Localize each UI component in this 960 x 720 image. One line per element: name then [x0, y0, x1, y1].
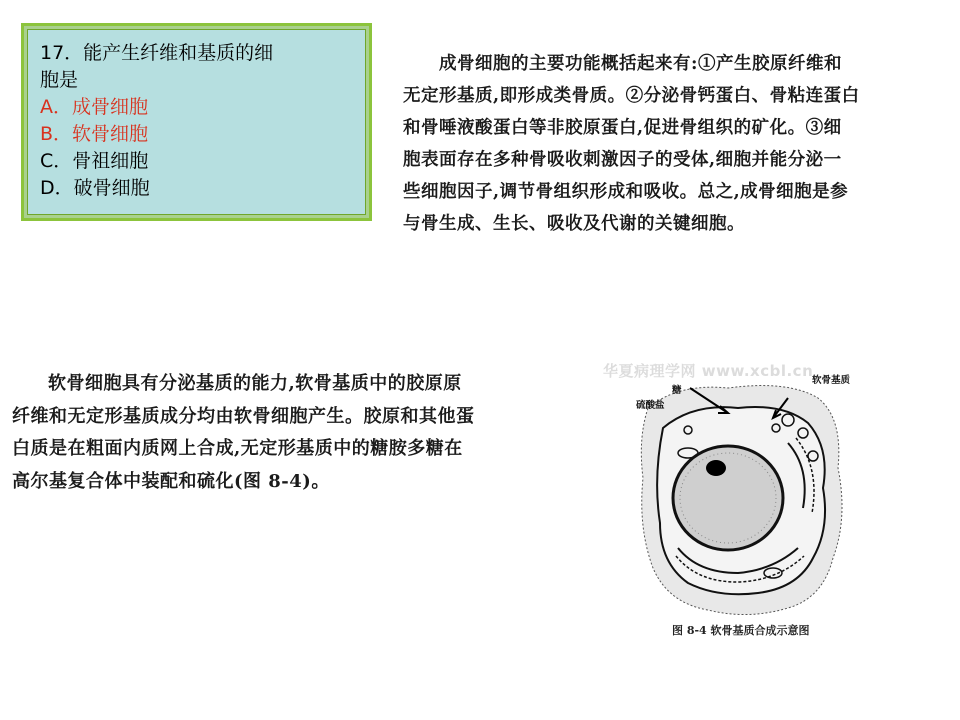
- label-sulfate: 硫酸盐: [636, 400, 665, 411]
- option-a: [40, 94, 353, 121]
- chondrocyte-line-4: 高尔基复合体中装配和硫化(图 8-4)。: [12, 470, 330, 492]
- option-d-label: D．: [40, 177, 74, 199]
- figure-caption: 图 8-4 软骨基质合成示意图: [672, 624, 810, 637]
- osteoblast-line-5: 些细胞因子,调节骨组织形成和吸收。总之,成骨细胞是参: [403, 182, 849, 202]
- question-panel: [27, 29, 366, 215]
- chondrocyte-textbook-excerpt: [12, 368, 564, 498]
- osteoblast-line-6: 与骨生成、生长、吸收及代谢的关键细胞。: [403, 214, 745, 234]
- osteoblast-line-3: 和骨唾液酸蛋白等非胶原蛋白,促进骨组织的矿化。③细: [403, 118, 842, 138]
- option-a-text: 成骨细胞: [72, 96, 149, 118]
- question-stem-line2: 胞是: [40, 69, 79, 91]
- option-d-text: 破骨细胞: [73, 177, 150, 199]
- option-b: [40, 121, 353, 148]
- chondrocyte-line-1: 软骨细胞具有分泌基质的能力,软骨基质中的胶原原: [48, 373, 462, 394]
- watermark: 华夏病理学网 www.xcbl.cn: [603, 362, 814, 380]
- question-box: [21, 23, 372, 221]
- nucleus: [673, 446, 783, 550]
- osteoblast-line-4: 胞表面存在多种骨吸收刺激因子的受体,细胞并能分泌一: [403, 150, 842, 170]
- label-matrix: 软骨基质: [812, 375, 851, 386]
- osteoblast-line-1: 成骨细胞的主要功能概括起来有:①产生胶原纤维和: [439, 54, 842, 74]
- chondrocyte-line-3: 白质是在粗面内质网上合成,无定形基质中的糖胺多糖在: [12, 438, 463, 459]
- osteoblast-line-2: 无定形基质,即形成类骨质。②分泌骨钙蛋白、骨粘连蛋白: [403, 86, 860, 106]
- osteoblast-textbook-excerpt: [403, 48, 918, 240]
- option-c-text: 骨祖细胞: [72, 150, 149, 172]
- option-a-label: A．: [40, 96, 72, 118]
- label-sugar: 糖: [672, 385, 682, 396]
- option-d: [40, 175, 353, 202]
- option-b-label: B．: [40, 123, 73, 145]
- option-b-text: 软骨细胞: [72, 123, 149, 145]
- question-stem-line1: 17．能产生纤维和基质的细: [40, 42, 274, 64]
- option-c-label: C．: [40, 150, 73, 172]
- nucleolus: [706, 460, 726, 476]
- option-c: [40, 148, 353, 175]
- chondrocyte-line-2: 纤维和无定形基质成分均由软骨细胞产生。胶原和其他蛋: [12, 405, 475, 427]
